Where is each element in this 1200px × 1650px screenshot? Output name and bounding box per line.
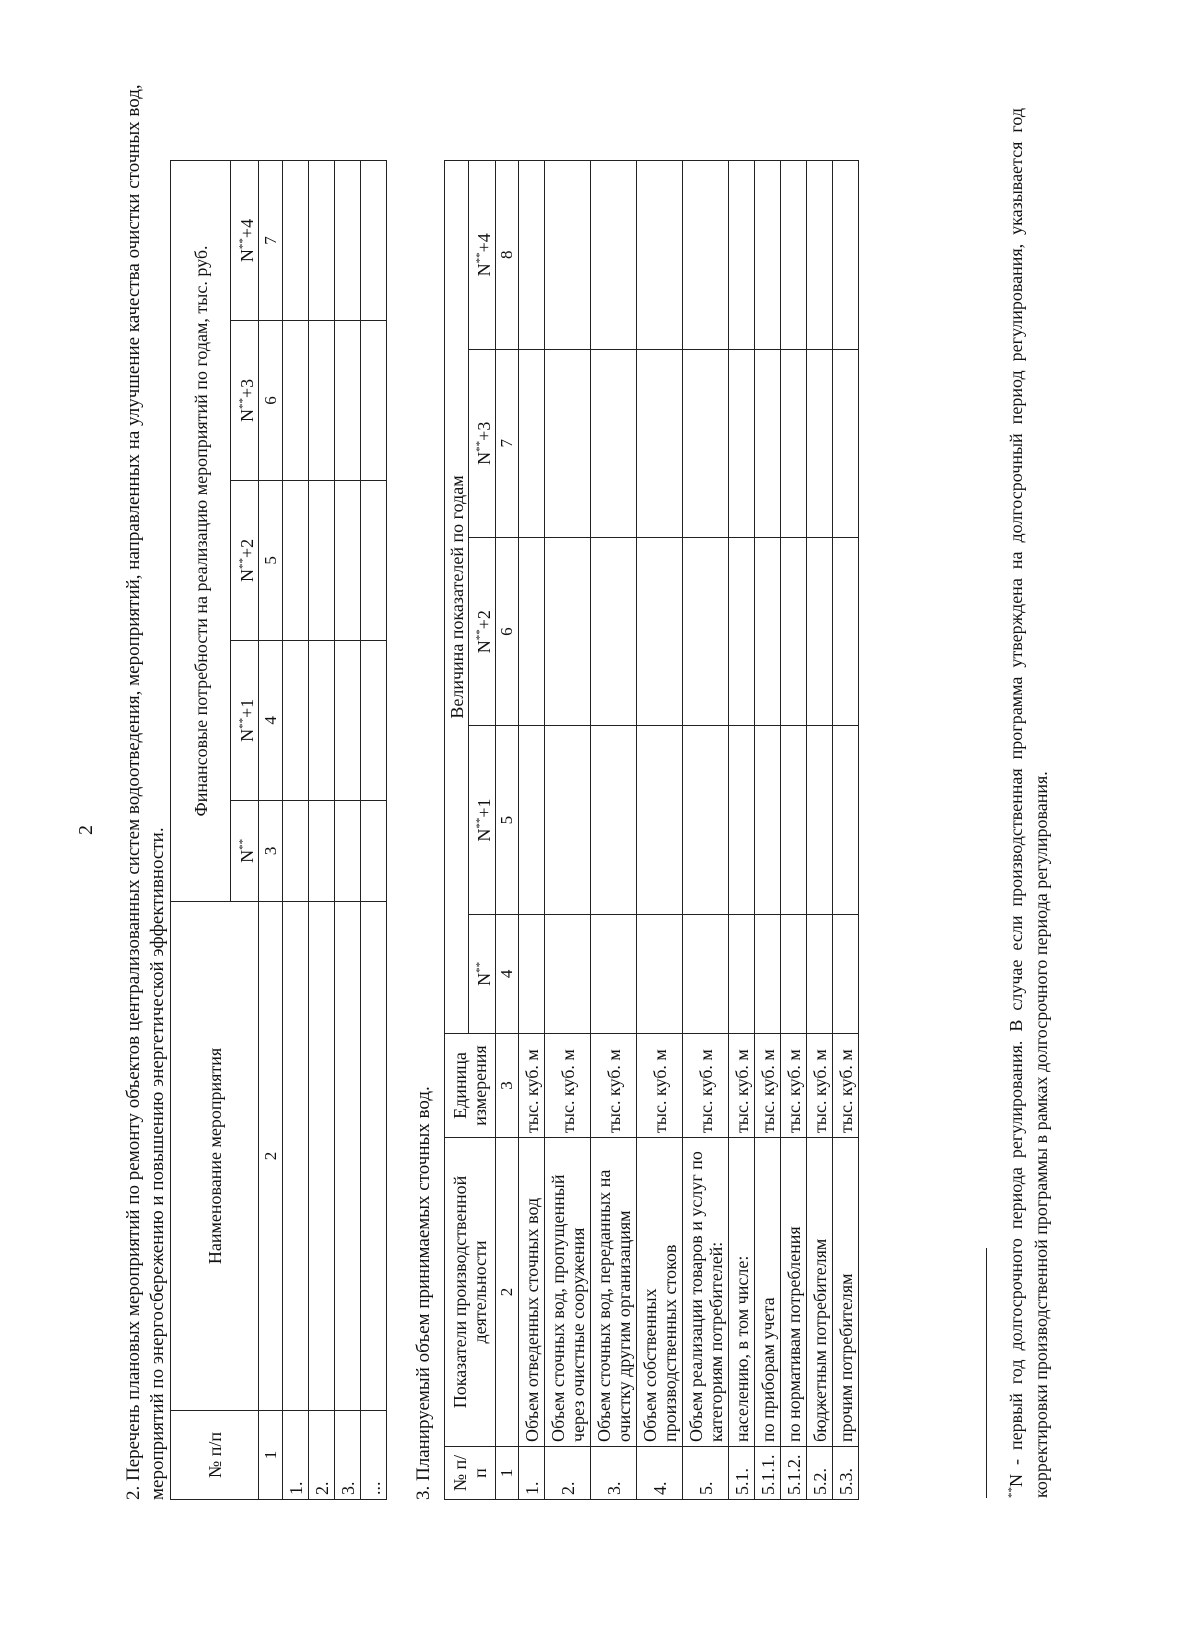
t1-year: N**+4	[231, 161, 259, 321]
table-row	[591, 161, 637, 1500]
t2-row-num: 5.1.	[729, 1447, 755, 1500]
t1-row-num: 1.	[283, 1411, 309, 1500]
t2-row-value	[755, 726, 781, 914]
t2-row-value	[519, 537, 545, 725]
t2-row-value	[807, 914, 833, 1033]
t2-row-value	[637, 726, 683, 914]
t2-row-unit: тыс. куб. м	[729, 1034, 755, 1138]
table-row	[807, 161, 833, 1500]
t1-colnum: 3	[259, 800, 283, 901]
t2-row-value	[637, 914, 683, 1033]
table-row	[335, 161, 361, 1500]
t2-row-value	[545, 914, 591, 1033]
table-row	[637, 161, 683, 1500]
table-row	[309, 161, 335, 1500]
t2-row-unit: тыс. куб. м	[591, 1034, 637, 1138]
t1-colnum: 5	[259, 480, 283, 640]
t2-row-value	[781, 726, 807, 914]
t2-year: N**+1	[469, 726, 496, 914]
t2-row-name: Объем собственных производственных стоков	[637, 1138, 683, 1447]
t2-row-value	[591, 726, 637, 914]
t2-header-num: № п/п	[445, 1447, 496, 1500]
t2-row-value	[519, 161, 545, 350]
t1-row-num: 3.	[335, 1411, 361, 1500]
t1-colnum: 2	[259, 902, 283, 1411]
t1-year: N**	[231, 800, 259, 901]
section2-table	[170, 160, 387, 1500]
t2-row-name: бюджетным потребителям	[807, 1138, 833, 1447]
section3-heading: 3. Планируемый объем принимаемых сточных вод.	[413, 1086, 434, 1500]
t2-row-value	[729, 161, 755, 350]
t1-header-name: Наименование мероприятия	[171, 902, 259, 1411]
t2-row-value	[833, 349, 859, 537]
t2-row-name: Объем реализации товаров и услуг по категориям потребителей:	[683, 1138, 729, 1447]
t2-row-value	[519, 726, 545, 914]
t2-row-value	[591, 914, 637, 1033]
t1-row-num: ...	[361, 1411, 387, 1500]
t2-row-value	[683, 161, 729, 350]
t2-row-unit: тыс. куб. м	[807, 1034, 833, 1138]
t2-row-value	[683, 914, 729, 1033]
t1-row-num: 2.	[309, 1411, 335, 1500]
t2-row-value	[781, 537, 807, 725]
t2-row-name: по приборам учета	[755, 1138, 781, 1447]
t2-row-value	[637, 349, 683, 537]
t2-row-value	[781, 914, 807, 1033]
t2-row-num: 5.1.1.	[755, 1447, 781, 1500]
table-row	[833, 161, 859, 1500]
t2-row-value	[545, 726, 591, 914]
t2-header-values: Величина показателей по годам	[445, 161, 469, 1034]
t1-header-fin: Финансовые потребности на реализацию мероприятий по годам, тыс. руб.	[171, 161, 231, 902]
t2-row-value	[833, 537, 859, 725]
t2-year: N**+4	[469, 161, 496, 350]
t1-year: N**+2	[231, 480, 259, 640]
t2-colnum: 8	[496, 161, 519, 350]
t1-header-num: № п/п	[171, 1411, 259, 1500]
t2-row-value	[683, 537, 729, 725]
t2-row-name: прочим потребителям	[833, 1138, 859, 1447]
t2-row-value	[591, 349, 637, 537]
t2-row-value	[755, 161, 781, 350]
table-row	[755, 161, 781, 1500]
table-row	[361, 161, 387, 1500]
t2-row-value	[519, 914, 545, 1033]
t2-row-num: 5.2.	[807, 1447, 833, 1500]
t2-row-name: Объем сточных вод, переданных на очистку другим организациям	[591, 1138, 637, 1447]
t2-row-num: 2.	[545, 1447, 591, 1500]
section2-heading: 2. Перечень плановых мероприятий по ремонту объектов централизованных систем водоотведения, мероприятий, направленных на улучшение качества очистки сточных вод, мероприятий по энергосбережению и повышению энергетической эффективности.	[123, 84, 168, 1500]
t2-row-num: 5.1.2.	[781, 1447, 807, 1500]
table-row	[545, 161, 591, 1500]
section3-table	[444, 160, 859, 1500]
t2-row-name: Объем сточных вод, пропущенный через очистные сооружения	[545, 1138, 591, 1447]
t2-row-value	[545, 161, 591, 350]
t2-row-value	[833, 726, 859, 914]
t2-row-unit: тыс. куб. м	[519, 1034, 545, 1138]
t2-row-unit: тыс. куб. м	[755, 1034, 781, 1138]
t2-row-value	[729, 349, 755, 537]
t2-row-unit: тыс. куб. м	[781, 1034, 807, 1138]
t2-row-name: по нормативам потребления	[781, 1138, 807, 1447]
t2-row-value	[755, 914, 781, 1033]
t2-header-unit: Единица измерения	[445, 1034, 496, 1138]
t2-row-value	[729, 726, 755, 914]
t1-colnum: 4	[259, 640, 283, 800]
t2-colnum-row	[496, 161, 519, 1500]
t2-row-value	[637, 537, 683, 725]
t2-year: N**+3	[469, 349, 496, 537]
table-row	[519, 161, 545, 1500]
t2-row-value	[755, 537, 781, 725]
table-row	[683, 161, 729, 1500]
t2-row-value	[591, 537, 637, 725]
t2-row-unit: тыс. куб. м	[683, 1034, 729, 1138]
table-row	[781, 161, 807, 1500]
t2-row-num: 5.	[683, 1447, 729, 1500]
t2-colnum: 7	[496, 349, 519, 537]
t2-colnum: 3	[496, 1034, 519, 1138]
t2-row-num: 5.3.	[833, 1447, 859, 1500]
t2-row-value	[807, 537, 833, 725]
t2-colnum: 5	[496, 726, 519, 914]
t2-row-value	[807, 349, 833, 537]
table-row	[729, 161, 755, 1500]
t2-header-indicator: Показатели производственной деятельности	[445, 1138, 496, 1447]
t2-row-num: 4.	[637, 1447, 683, 1500]
t2-row-value	[807, 726, 833, 914]
t2-colnum: 1	[496, 1447, 519, 1500]
t2-row-name: Объем отведенных сточных вод	[519, 1138, 545, 1447]
t2-row-value	[781, 349, 807, 537]
t2-row-value	[683, 349, 729, 537]
t1-colnum: 6	[259, 321, 283, 481]
footnote-rule	[986, 1248, 987, 1498]
t2-row-value	[545, 537, 591, 725]
t2-row-name: населению, в том числе:	[729, 1138, 755, 1447]
t2-row-num: 1.	[519, 1447, 545, 1500]
t2-colnum: 2	[496, 1138, 519, 1447]
t2-year: N**	[469, 914, 496, 1033]
t1-colnum-row	[259, 161, 283, 1500]
t2-row-value	[781, 161, 807, 350]
t2-row-value	[637, 161, 683, 350]
table-row	[283, 161, 309, 1500]
footnote: **N - первый год долгосрочного периода регулирования. В случае если производственная программа утверждена на долгосрочный период регулирования, указывается год корректировки производственной программы в рамках долгосрочного периода регулирования.	[1006, 108, 1051, 1498]
page-number: 2	[75, 825, 97, 835]
t2-row-value	[591, 161, 637, 350]
t2-row-unit: тыс. куб. м	[833, 1034, 859, 1138]
t2-row-value	[833, 914, 859, 1033]
t2-year: N**+2	[469, 537, 496, 725]
t2-row-value	[729, 914, 755, 1033]
t1-year: N**+1	[231, 640, 259, 800]
t2-row-value	[545, 349, 591, 537]
t2-row-unit: тыс. куб. м	[637, 1034, 683, 1138]
t1-colnum: 1	[259, 1411, 283, 1500]
t2-row-value	[519, 349, 545, 537]
t2-row-value	[833, 161, 859, 350]
t2-row-value	[755, 349, 781, 537]
t2-colnum: 4	[496, 914, 519, 1033]
t2-row-value	[729, 537, 755, 725]
t2-row-value	[683, 726, 729, 914]
t1-year: N**+3	[231, 321, 259, 481]
t2-colnum: 6	[496, 537, 519, 725]
t2-row-value	[807, 161, 833, 350]
t2-row-num: 3.	[591, 1447, 637, 1500]
t2-row-unit: тыс. куб. м	[545, 1034, 591, 1138]
t1-colnum: 7	[259, 161, 283, 321]
